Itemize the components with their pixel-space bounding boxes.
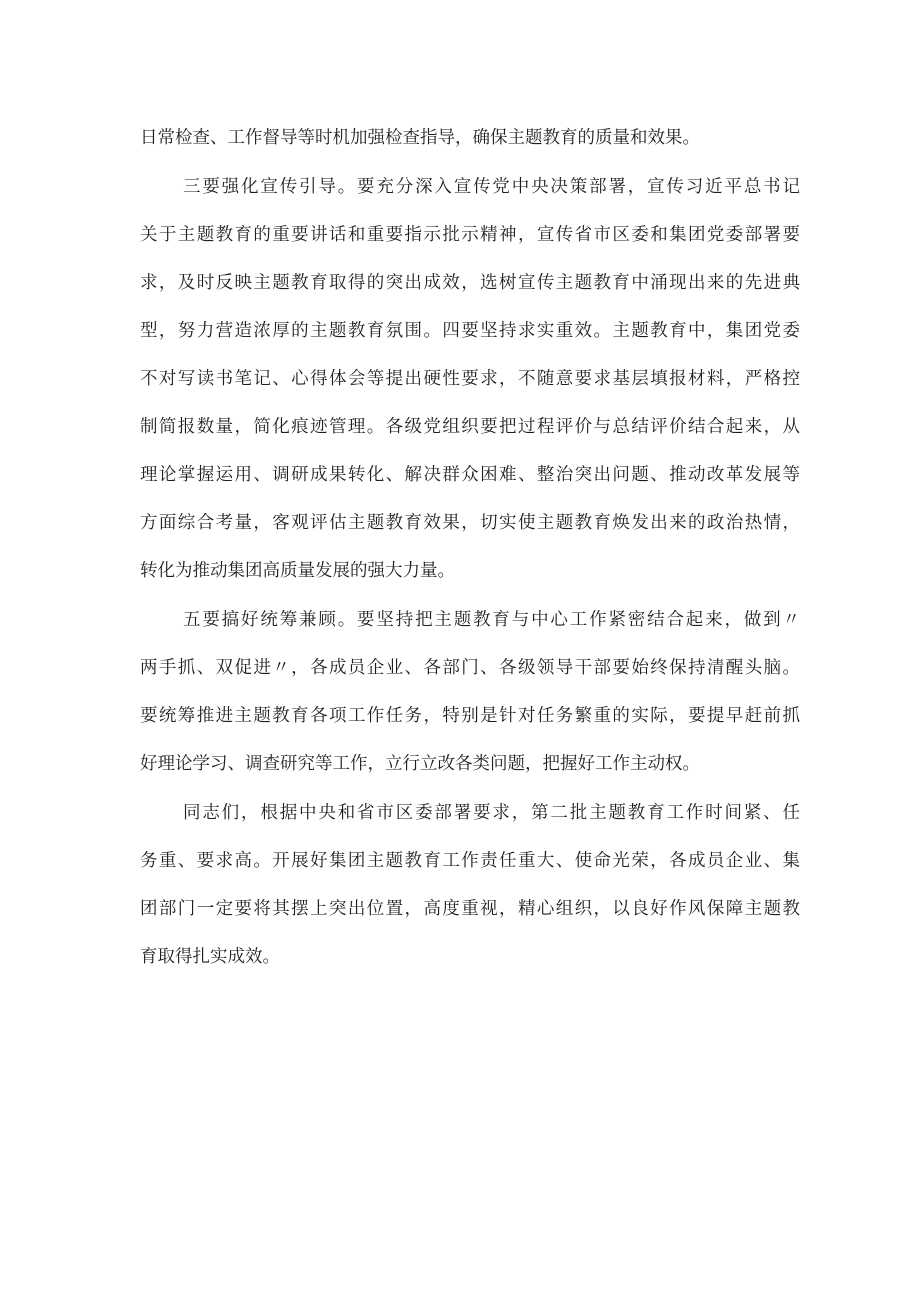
text-line: 型，努力营造浓厚的主题教育氛围。四要坚持求实重效。主题教育中，集团党委	[140, 321, 800, 341]
text-line: 团部门一定要将其摆上突出位置，高度重视，精心组织，以良好作风保障主题教	[140, 899, 800, 919]
text-line: 方面综合考量，客观评估主题教育效果，切实使主题教育焕发出来的政治热情，	[140, 513, 800, 533]
text-line: 求，及时反映主题教育取得的突出成效，选树宣传主题教育中涌现出来的先进典	[140, 273, 800, 293]
text-line: 日常检查、工作督导等时机加强检查指导，确保主题教育的质量和效果。	[140, 128, 700, 148]
text-line: 三要强化宣传引导。要充分深入宣传党中央决策部署，宣传习近平总书记	[183, 177, 800, 197]
text-line: 理论掌握运用、调研成果转化、解决群众困难、整治突出问题、推动改革发展等	[140, 465, 800, 485]
text-line: 务重、要求高。开展好集团主题教育工作责任重大、使命光荣，各成员企业、集	[140, 851, 800, 871]
text-line: 不对写读书笔记、心得体会等提出硬性要求，不随意要求基层填报材料，严格控	[140, 369, 800, 389]
text-line: 同志们，根据中央和省市区委部署要求，第二批主题教育工作时间紧、任	[183, 803, 800, 823]
text-line: 关于主题教育的重要讲话和重要指示批示精神，宣传省市区委和集团党委部署要	[140, 225, 800, 245]
text-line: 育取得扎实成效。	[140, 947, 280, 967]
text-line: 好理论学习、调查研究等工作，立行立改各类问题，把握好工作主动权。	[140, 754, 700, 774]
text-line: 转化为推动集团高质量发展的强大力量。	[140, 561, 455, 581]
text-line: 要统筹推进主题教育各项工作任务，特别是针对任务繁重的实际，要提早赶前抓	[140, 706, 800, 726]
text-line: 五要搞好统筹兼顾。要坚持把主题教育与中心工作紧密结合起来，做到〃	[183, 610, 800, 630]
text-line: 制简报数量，简化痕迹管理。各级党组织要把过程评价与总结评价结合起来，从	[140, 417, 800, 437]
text-line: 两手抓、双促进〃，各成员企业、各部门、各级领导干部要始终保持清醒头脑。	[140, 658, 800, 678]
